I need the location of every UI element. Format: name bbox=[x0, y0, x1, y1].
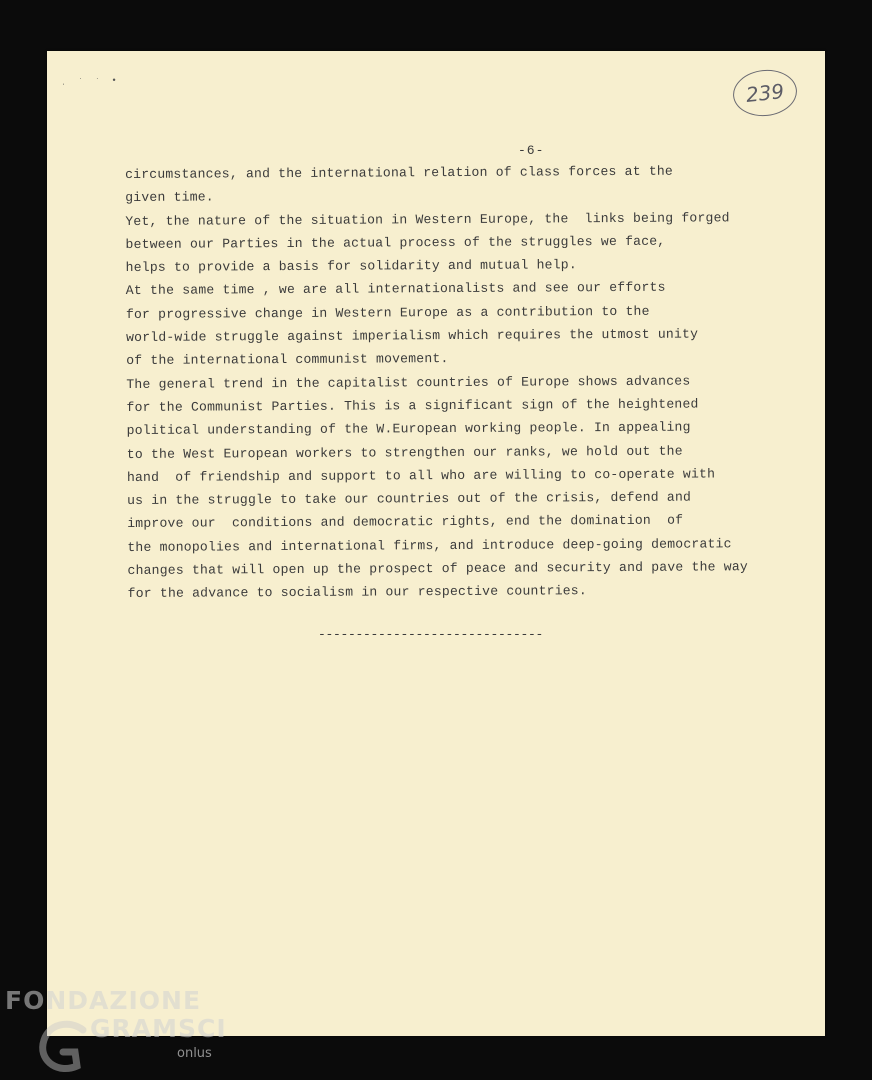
text-line: between our Parties in the actual process of the struggles we face, bbox=[125, 233, 666, 252]
text-line: The general trend in the capitalist countries of Europe shows advances bbox=[126, 373, 691, 392]
text-line: hand of friendship and support to all who are willing to co-operate with bbox=[126, 466, 716, 485]
text-line: for the advance to socialism in our respective countries. bbox=[127, 583, 587, 602]
text-line: improve our conditions and democratic rights, end the domination of bbox=[127, 513, 684, 532]
text-line: given time. bbox=[125, 189, 214, 206]
text-line: the monopolies and international firms, and introduce deep-going democratic bbox=[127, 536, 732, 555]
page-number: -6- bbox=[518, 143, 545, 158]
corner-marks: ˌ ˑ ˑ • bbox=[61, 76, 120, 86]
body-text bbox=[125, 159, 768, 606]
text-line: to the West European workers to strengthen our ranks, we hold out the bbox=[126, 443, 683, 462]
gramsci-swoosh-icon bbox=[35, 1016, 95, 1076]
text-line: for the Communist Parties. This is a significant sign of the heightened bbox=[126, 396, 699, 415]
closing-rule: ------------------------------ bbox=[318, 627, 544, 642]
text-line: political understanding of the W.European working people. In appealing bbox=[126, 419, 691, 439]
text-line: us in the struggle to take our countries out of the crisis, defend and bbox=[127, 489, 692, 509]
text-line: world-wide struggle against imperialism which requires the utmost unity bbox=[126, 326, 699, 346]
text-line: changes that will open up the prospect of peace and security and pave the way bbox=[127, 559, 748, 579]
text-line: At the same time , we are all internationalists and see our efforts bbox=[125, 280, 666, 299]
watermark-line-3: onlus bbox=[177, 1046, 212, 1061]
text-line: for progressive change in Western Europe as a contribution to the bbox=[125, 303, 650, 322]
stamp-number: 239 bbox=[744, 79, 786, 107]
text-line: of the international communist movement. bbox=[126, 351, 449, 369]
text-line: Yet, the nature of the situation in Western Europe, the links being forged bbox=[125, 209, 730, 229]
watermark-line-1: FONDAZIONE bbox=[5, 986, 202, 1015]
watermark-logo bbox=[5, 986, 225, 1080]
watermark-line-2: GRAMSCI bbox=[90, 1014, 227, 1043]
text-line: helps to provide a basis for solidarity and mutual help. bbox=[125, 257, 577, 276]
text-line: circumstances, and the international relation of class forces at the bbox=[125, 163, 674, 182]
